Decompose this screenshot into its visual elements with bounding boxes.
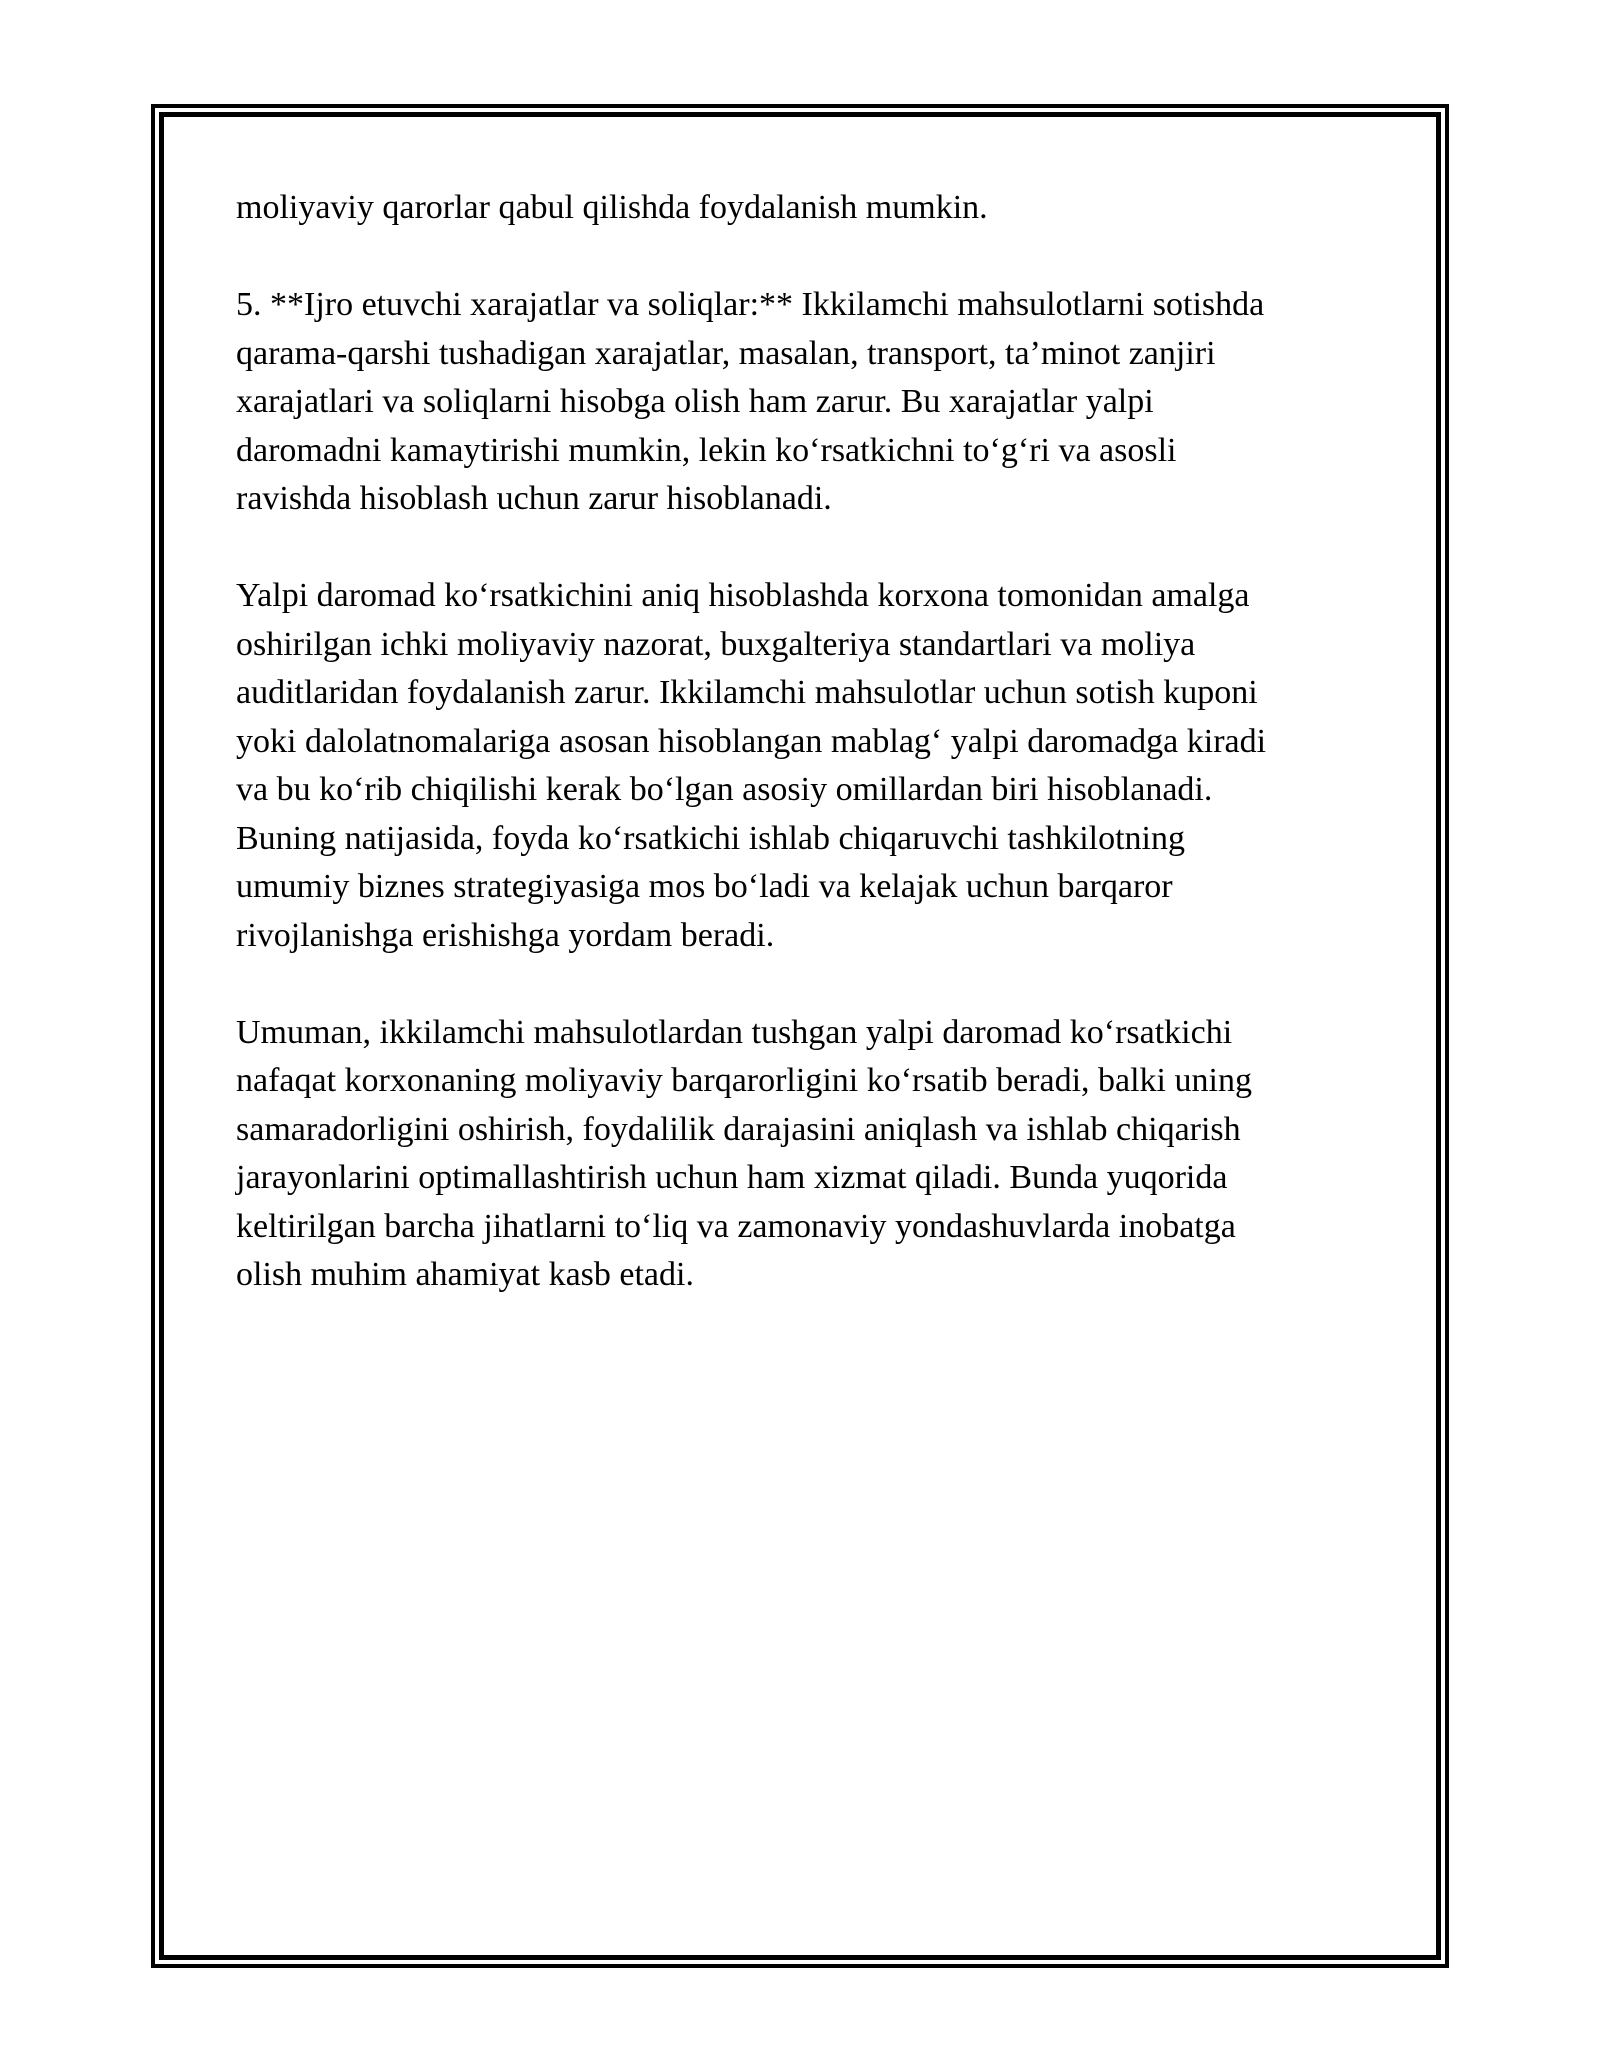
text-line: rivojlanishga erishishga yordam beradi.	[236, 916, 775, 954]
text-line: yoki dalolatnomalariga asosan hisoblangan mablag‘ yalpi daromadga kiradi	[236, 722, 1267, 760]
text-line: nafaqat korxonaning moliyaviy barqarorligini ko‘rsatib beradi, balki uning	[236, 1062, 1252, 1099]
text-line: Yalpi daromad ko‘rsatkichini aniq hisoblashda korxona tomonidan amalga	[236, 577, 1250, 614]
text-line: Buning natijasida, foyda ko‘rsatkichi ishlab chiqaruvchi tashkilotning	[236, 819, 1185, 857]
text-line: daromadni kamaytirishi mumkin, lekin ko‘rsatkichni to‘g‘ri va asosli	[236, 431, 1177, 469]
text-line: oshirilgan ichki moliyaviy nazorat, buxgalteriya standartlari va moliya	[236, 625, 1196, 663]
text-line: umumiy biznes strategiyasiga mos bo‘ladi va kelajak uchun barqaror	[236, 868, 1173, 905]
text-line: samaradorligini oshirish, foydalilik darajasini aniqlash va ishlab chiqarish	[236, 1110, 1241, 1148]
text-line: auditlaridan foydalanish zarur. Ikkilamchi mahsulotlar uchun sotish kuponi	[236, 674, 1258, 711]
text-line: qarama-qarshi tushadigan xarajatlar, masalan, transport, ta’minot zanjiri	[236, 334, 1216, 372]
document-body	[236, 184, 1366, 1348]
text-line: moliyaviy qarorlar qabul qilishda foydalanish mumkin.	[236, 189, 988, 226]
paragraph-1	[236, 184, 1366, 233]
text-line: keltirilgan barcha jihatlarni to‘liq va zamonaviy yondashuvlarda inobatga	[236, 1207, 1236, 1245]
text-line: ravishda hisoblash uchun zarur hisoblanadi.	[236, 480, 832, 517]
paragraph-3	[236, 572, 1366, 960]
text-line: xarajatlari va soliqlarni hisobga olish ham zarur. Bu xarajatlar yalpi	[236, 383, 1154, 420]
text-line: jarayonlarini optimallashtirish uchun ham xizmat qiladi. Bunda yuqorida	[236, 1159, 1228, 1196]
text-line: 5. **Ijro etuvchi xarajatlar va soliqlar:** Ikkilamchi mahsulotlarni sotishda	[236, 286, 1265, 323]
text-line: va bu ko‘rib chiqilishi kerak bo‘lgan asosiy omillardan biri hisoblanadi.	[236, 771, 1213, 808]
text-line: Umuman, ikkilamchi mahsulotlardan tushgan yalpi daromad ko‘rsatkichi	[236, 1013, 1233, 1051]
paragraph-4	[236, 1009, 1366, 1300]
paragraph-2	[236, 281, 1366, 524]
text-line: olish muhim ahamiyat kasb etadi.	[236, 1256, 694, 1293]
